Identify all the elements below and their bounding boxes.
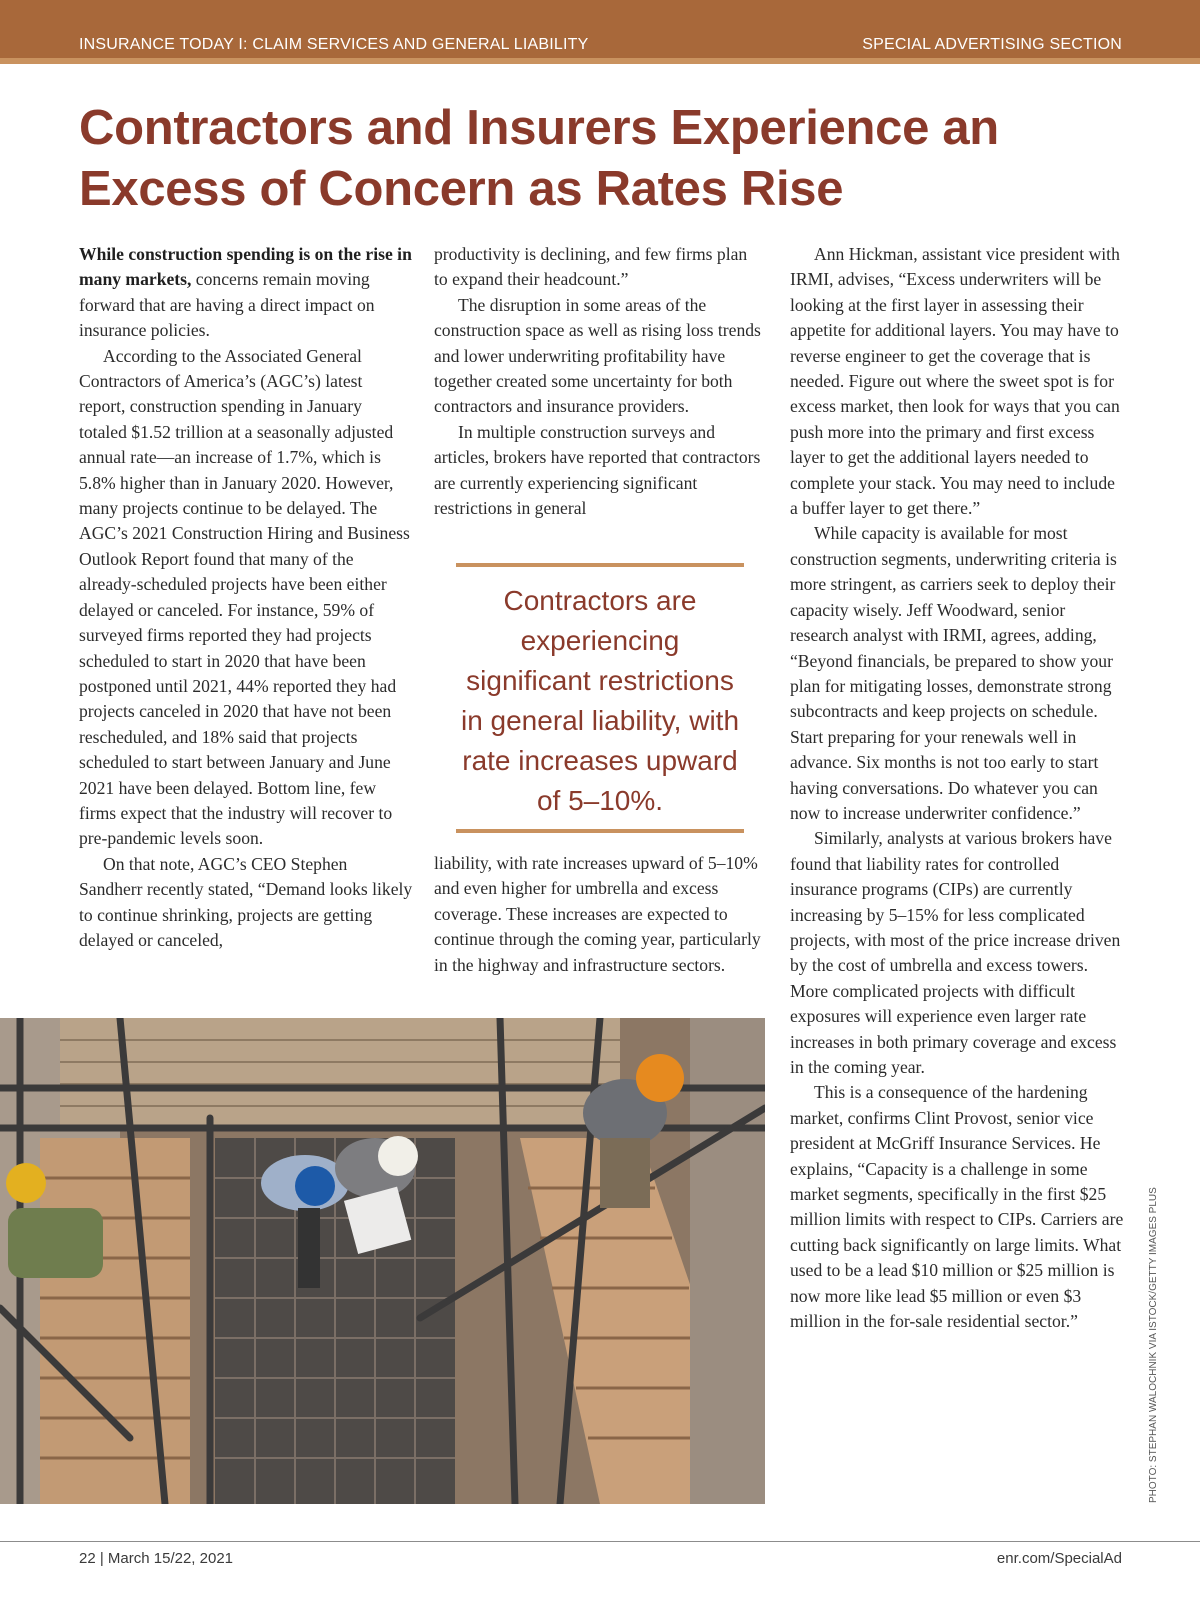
body-paragraph: The disruption in some areas of the construction space as well as rising loss trends and lower underwriting profitability have together created some uncertainty for both contractors and insurance providers. <box>434 294 761 417</box>
body-paragraph: This is a consequence of the hardening market, confirms Clint Provost, senior vice president at McGriff Insurance Services. He explains, “Capacity is a challenge in some market segments, specifically in the first $25 million limits with respect to CIPs. Carriers are cutting back significantly on large limits. What used to be a lead $10 million or $25 million is now more like lead $5 million or even $3 million in the for-sale residential sector.” <box>790 1082 1124 1332</box>
body-paragraph: While capacity is available for most construction segments, underwriting criteria is more stringent, as carriers seek to deploy their capacity wisely. Jeff Woodward, senior research analyst with IRMI, agrees, adding, “Beyond financials, be prepared to show your plan for mitigating losses, demonstrate strong subcontracts and keep projects on schedule. Start preparing for your renewals well in advance. Six months is not too early to start having conversations. Do whatever you can now to increase underwriter confidence.” <box>790 523 1117 823</box>
body-paragraph: Ann Hickman, assistant vice president with IRMI, advises, “Excess underwriters will be looking at the first layer in assessing their appetite for additional layers. You may have to reverse engineer to get the coverage that is needed. Figure out where the sweet spot is for excess market, then look for ways that you can push more into the primary and first excess layer to get the additional layers needed to complete your stack. You may need to include a buffer layer to get there.” <box>790 244 1120 519</box>
headline-line-2: Excess of Concern as Rates Rise <box>79 162 844 216</box>
body-paragraph: Similarly, analysts at various brokers have found that liability rates for controlled insurance programs (CIPs) are currently increasing by 5–15% for less complicated projects, with most of the price increase driven by the cost of umbrella and excess towers. More complicated projects with difficult exposures will experience even larger rate increases in both primary coverage and excess in the coming year. <box>790 828 1121 1077</box>
orange-hardhat-icon <box>636 1054 684 1102</box>
article-headline <box>79 98 1139 220</box>
lead-text: concerns remain moving forward that are having a direct impact on insurance policies. <box>79 269 375 341</box>
construction-site-photo <box>0 1018 765 1504</box>
article-column-1 <box>79 242 413 953</box>
white-hardhat-icon <box>378 1136 418 1176</box>
blue-hardhat-icon <box>295 1166 335 1206</box>
headline-line-1: Contractors and Insurers Experience an <box>79 101 999 155</box>
photo-credit: PHOTO: STEPHAN WALOCHNIK VIA ISTOCK/GETTY IMAGES PLUS <box>1148 1187 1159 1503</box>
section-header-bar <box>0 0 1200 64</box>
pull-quote: Contractors are experiencing significant restrictions in general liability, with rate increases upward of 5–10%. <box>456 563 744 833</box>
lead-paragraph <box>79 242 413 344</box>
footer-url: enr.com/SpecialAd <box>996 1550 1122 1567</box>
lead-bold-text: While construction spending is on the rise in many markets, <box>79 244 412 290</box>
body-paragraph: In multiple construction surveys and articles, brokers have reported that contractors are currently experiencing significant restrictions in general <box>434 421 761 519</box>
body-paragraph: productivity is declining, and few firms plan to expand their headcount.” <box>434 244 748 290</box>
body-paragraph: liability, with rate increases upward of 5–10% and even higher for umbrella and excess coverage. These increases are expected to continue through the coming year, particularly in the highway and infrastructure sectors. <box>434 853 761 975</box>
body-paragraph: On that note, AGC’s CEO Stephen Sandherr recently stated, “Demand looks likely to continue shrinking, projects are getting delayed or canceled, <box>79 853 413 950</box>
page-folio: 22 | March 15/22, 2021 <box>79 1550 233 1567</box>
body-paragraph: According to the Associated General Contractors of America’s (AGC’s) latest report, construction spending in January totaled $1.52 trillion at a seasonally adjusted annual rate—an increase of 1.7%, which is 5.8% higher than in January 2020. However, many projects continue to be delayed. The AGC’s 2021 Construction Hiring and Business Outlook Report found that many of the already-scheduled projects have been either delayed or canceled. For instance, 59% of surveyed firms reported they had projects scheduled to start in 2020 that have been postponed until 2021, 44% reported they had projects canceled in 2020 that have not been rescheduled, and 18% said that projects scheduled to start between January and June 2021 have been delayed. Bottom line, few firms expect that the industry will recover to pre-pandemic levels soon. <box>79 345 410 849</box>
yellow-hardhat-icon <box>6 1163 46 1203</box>
footer-divider <box>0 1541 1200 1542</box>
section-label: SPECIAL ADVERTISING SECTION <box>862 36 1122 53</box>
article-column-2-top <box>434 242 764 521</box>
section-title: INSURANCE TODAY I: CLAIM SERVICES AND GENERAL LIABILITY <box>79 36 589 53</box>
article-column-3 <box>790 242 1124 1334</box>
scaffolding-illustration <box>0 1018 765 1504</box>
article-column-2-bottom <box>434 851 764 978</box>
